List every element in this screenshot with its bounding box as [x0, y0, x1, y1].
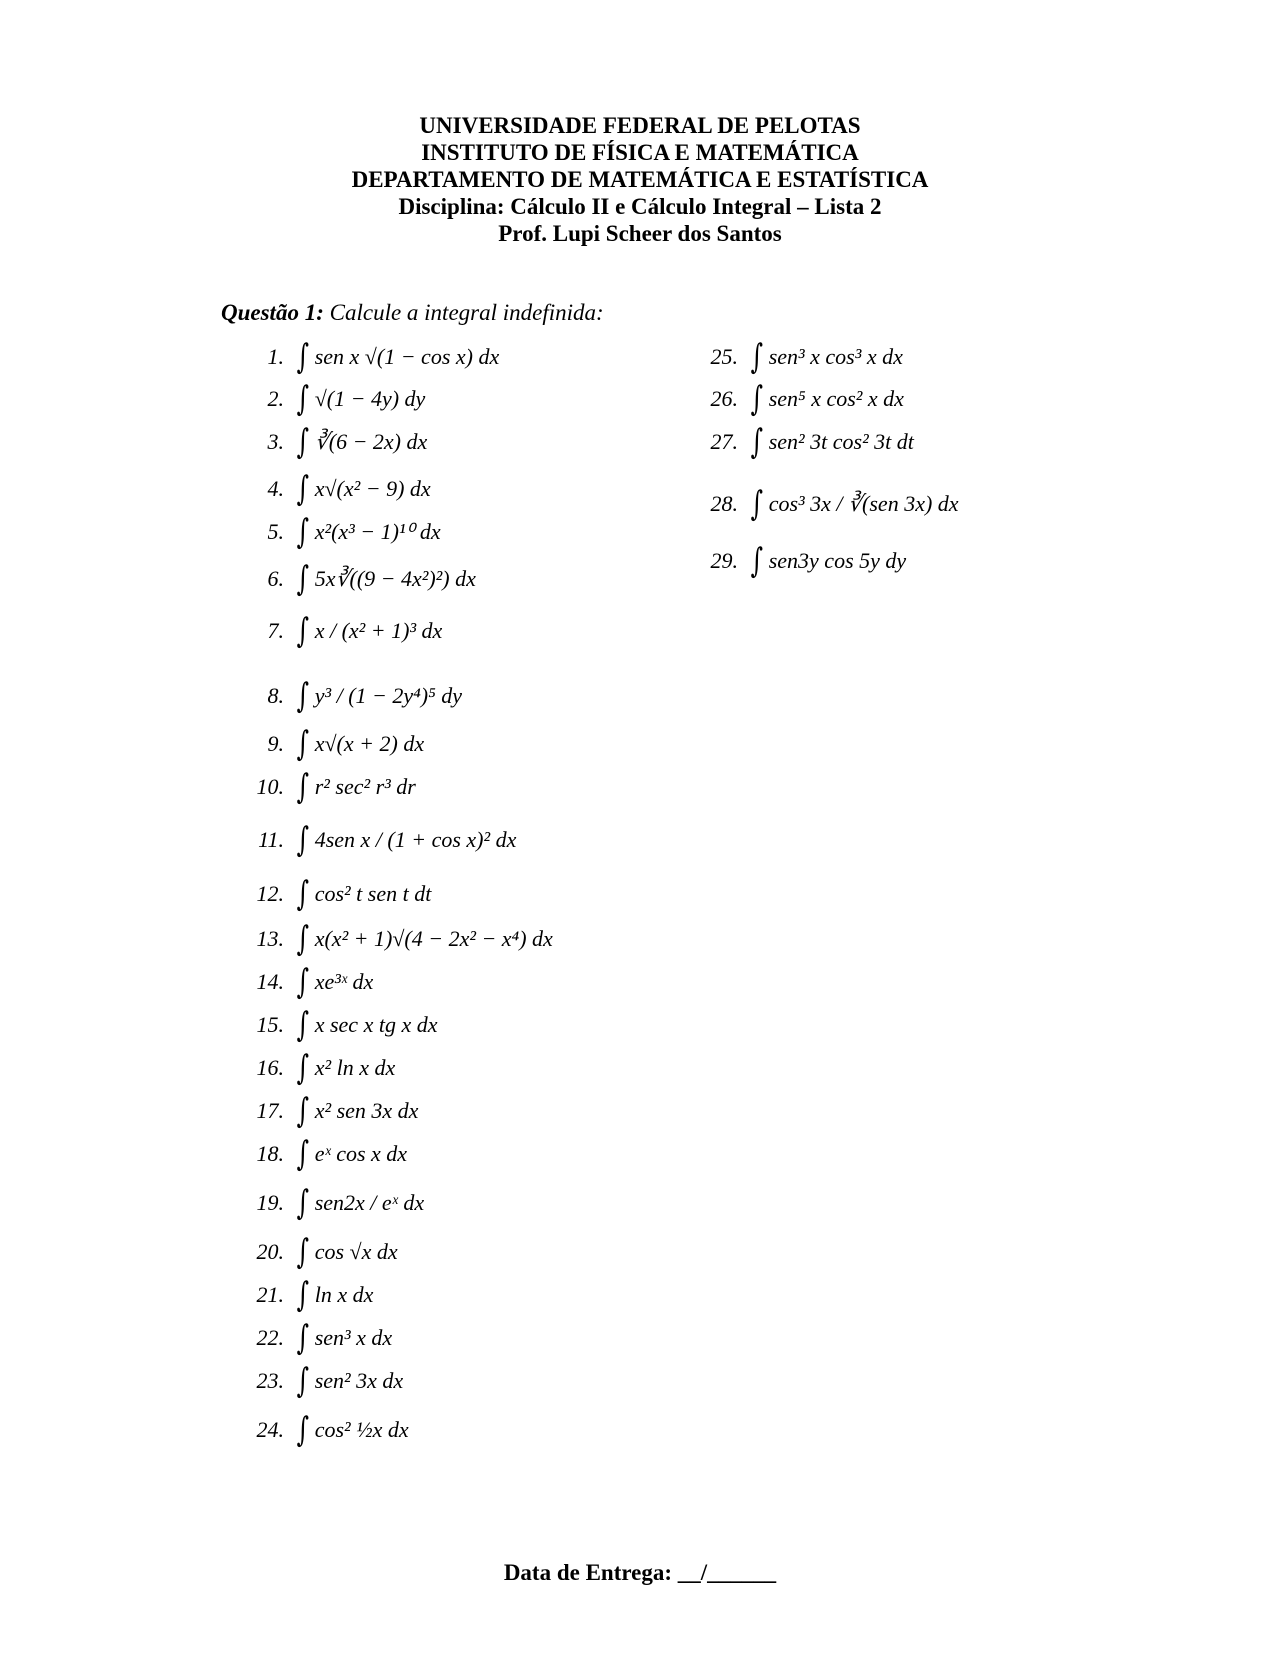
- integrand-expression: ln x dx: [314, 1282, 374, 1307]
- exercise-item: [240, 1275, 374, 1315]
- exercise-number: 17.: [256, 1098, 284, 1123]
- exercise-item: [690, 337, 903, 377]
- exercise-number: 15.: [256, 1012, 284, 1037]
- integrand-expression: sen² 3x dx: [314, 1368, 404, 1393]
- integral-sign: ∫: [296, 1318, 310, 1358]
- integral-sign: ∫: [296, 767, 310, 807]
- integral-sign: ∫: [296, 611, 310, 651]
- course-title: Disciplina: Cálculo II e Cálculo Integral – Lista 2: [398, 194, 882, 219]
- integrand-expression: xe³ˣ dx: [314, 969, 374, 994]
- exercise-number: 16.: [256, 1055, 284, 1080]
- exercise-item: [240, 676, 463, 716]
- integrand-expression: x(x² + 1)√(4 − 2x² − x⁴) dx: [314, 926, 553, 951]
- integrand-expression: sen² 3t cos² 3t dt: [768, 429, 914, 454]
- integral-sign: ∫: [296, 422, 310, 462]
- exercise-item: [240, 1134, 408, 1174]
- integrand-expression: y³ / (1 − 2y⁴)⁵ dy: [314, 683, 463, 708]
- integral-sign: ∫: [296, 919, 310, 959]
- exercise-item: [240, 767, 416, 807]
- integrand-expression: cos³ 3x / ∛(sen 3x) dx: [768, 491, 959, 516]
- exercise-number: 11.: [258, 827, 284, 852]
- integrand-expression: cos² t sen t dt: [314, 881, 432, 906]
- integrand-expression: cos √x dx: [314, 1239, 398, 1264]
- exercise-item: [240, 1048, 396, 1088]
- exercise-item: [240, 559, 476, 599]
- exercise-number: 23.: [256, 1368, 284, 1393]
- exercise-number: 10.: [256, 774, 284, 799]
- exercise-number: 5.: [267, 519, 284, 544]
- exercise-item: [240, 337, 500, 377]
- integrand-expression: sen⁵ x cos² x dx: [768, 386, 904, 411]
- exercise-number: 13.: [256, 926, 284, 951]
- integral-sign: ∫: [750, 484, 764, 524]
- integral-sign: ∫: [296, 1134, 310, 1174]
- exercise-item: [690, 422, 914, 462]
- exercise-number: 2.: [267, 386, 284, 411]
- exercise-number: 26.: [710, 386, 738, 411]
- exercise-number: 12.: [256, 881, 284, 906]
- exercise-item: [240, 512, 441, 552]
- integral-sign: ∫: [296, 1183, 310, 1223]
- integral-sign: ∫: [296, 512, 310, 552]
- integral-sign: ∫: [296, 1091, 310, 1131]
- integral-sign: ∫: [296, 962, 310, 1002]
- exercise-item: [690, 484, 959, 524]
- exercise-item: [240, 724, 425, 764]
- exercise-item: [240, 1318, 393, 1358]
- integrand-expression: cos² ½x dx: [314, 1417, 409, 1442]
- exercise-number: 19.: [256, 1190, 284, 1215]
- integral-sign: ∫: [750, 379, 764, 419]
- integrand-expression: sen³ x dx: [314, 1325, 393, 1350]
- exercise-item: [240, 1005, 438, 1045]
- integral-sign: ∫: [296, 1410, 310, 1450]
- exercise-number: 24.: [256, 1417, 284, 1442]
- integral-sign: ∫: [296, 724, 310, 764]
- exercise-item: [240, 1410, 409, 1450]
- exercise-item: [240, 1091, 419, 1131]
- exercise-item: [240, 919, 553, 959]
- integrand-expression: x² sen 3x dx: [314, 1098, 419, 1123]
- university-name: UNIVERSIDADE FEDERAL DE PELOTAS: [419, 113, 861, 138]
- integral-sign: ∫: [296, 379, 310, 419]
- question-label: Questão 1:: [221, 300, 324, 325]
- integral-sign: ∫: [750, 337, 764, 377]
- integrand-expression: x / (x² + 1)³ dx: [314, 618, 443, 643]
- exercise-item: [240, 422, 428, 462]
- exercise-item: [240, 820, 517, 860]
- document-header: [0, 112, 1280, 247]
- integrand-expression: sen3y cos 5y dy: [768, 548, 907, 573]
- question-prompt: [221, 300, 604, 326]
- integral-sign: ∫: [296, 1005, 310, 1045]
- integrand-expression: sen2x / eˣ dx: [314, 1190, 425, 1215]
- integrand-expression: √(1 − 4y) dy: [314, 386, 426, 411]
- exercise-number: 25.: [710, 344, 738, 369]
- exercise-number: 4.: [267, 476, 284, 501]
- exercise-item: [690, 541, 907, 581]
- integral-sign: ∫: [296, 676, 310, 716]
- institute-name: INSTITUTO DE FÍSICA E MATEMÁTICA: [421, 140, 859, 165]
- exercise-item: [240, 962, 374, 1002]
- exercise-item: [240, 1232, 398, 1272]
- integrand-expression: r² sec² r³ dr: [314, 774, 416, 799]
- exercise-number: 8.: [267, 683, 284, 708]
- exercise-number: 22.: [256, 1325, 284, 1350]
- exercise-number: 3.: [267, 429, 284, 454]
- exercise-number: 27.: [710, 429, 738, 454]
- exercise-item: [240, 1183, 425, 1223]
- integrand-expression: x√(x + 2) dx: [314, 731, 425, 756]
- exercise-number: 7.: [267, 618, 284, 643]
- exercise-number: 20.: [256, 1239, 284, 1264]
- exercise-item: [240, 611, 443, 651]
- integrand-expression: sen x √(1 − cos x) dx: [314, 344, 500, 369]
- integral-sign: ∫: [296, 1361, 310, 1401]
- integrand-expression: x√(x² − 9) dx: [314, 476, 431, 501]
- integral-sign: ∫: [296, 1232, 310, 1272]
- integral-sign: ∫: [296, 820, 310, 860]
- exercise-number: 6.: [267, 566, 284, 591]
- exercise-item: [690, 379, 904, 419]
- integral-sign: ∫: [296, 1048, 310, 1088]
- integrand-expression: x²(x³ − 1)¹⁰ dx: [314, 519, 441, 544]
- exercise-item: [240, 874, 432, 914]
- exercise-item: [240, 1361, 404, 1401]
- exercise-item: [240, 469, 431, 509]
- integrand-expression: 5x∛((9 − 4x²)²) dx: [314, 566, 476, 591]
- due-date-line: Data de Entrega: __/______: [503, 1560, 777, 1585]
- integrand-expression: 4sen x / (1 + cos x)² dx: [314, 827, 517, 852]
- department-name: DEPARTAMENTO DE MATEMÁTICA E ESTATÍSTICA: [351, 167, 929, 192]
- integral-sign: ∫: [296, 469, 310, 509]
- exercise-number: 29.: [710, 548, 738, 573]
- professor-name: Prof. Lupi Scheer dos Santos: [498, 221, 782, 246]
- integral-sign: ∫: [296, 337, 310, 377]
- exercise-number: 28.: [710, 491, 738, 516]
- integral-sign: ∫: [750, 422, 764, 462]
- integrand-expression: eˣ cos x dx: [314, 1141, 408, 1166]
- integral-sign: ∫: [296, 874, 310, 914]
- integrand-expression: ∛(6 − 2x) dx: [314, 429, 428, 454]
- exercise-number: 1.: [267, 344, 284, 369]
- integrand-expression: x sec x tg x dx: [314, 1012, 438, 1037]
- integrand-expression: sen³ x cos³ x dx: [768, 344, 903, 369]
- integral-sign: ∫: [296, 559, 310, 599]
- exercise-number: 14.: [256, 969, 284, 994]
- integrand-expression: x² ln x dx: [314, 1055, 396, 1080]
- integral-sign: ∫: [750, 541, 764, 581]
- question-text: Calcule a integral indefinida:: [329, 300, 604, 325]
- exercise-number: 21.: [256, 1282, 284, 1307]
- exercise-item: [240, 379, 426, 419]
- integral-sign: ∫: [296, 1275, 310, 1315]
- exercise-number: 9.: [267, 731, 284, 756]
- exercise-number: 18.: [256, 1141, 284, 1166]
